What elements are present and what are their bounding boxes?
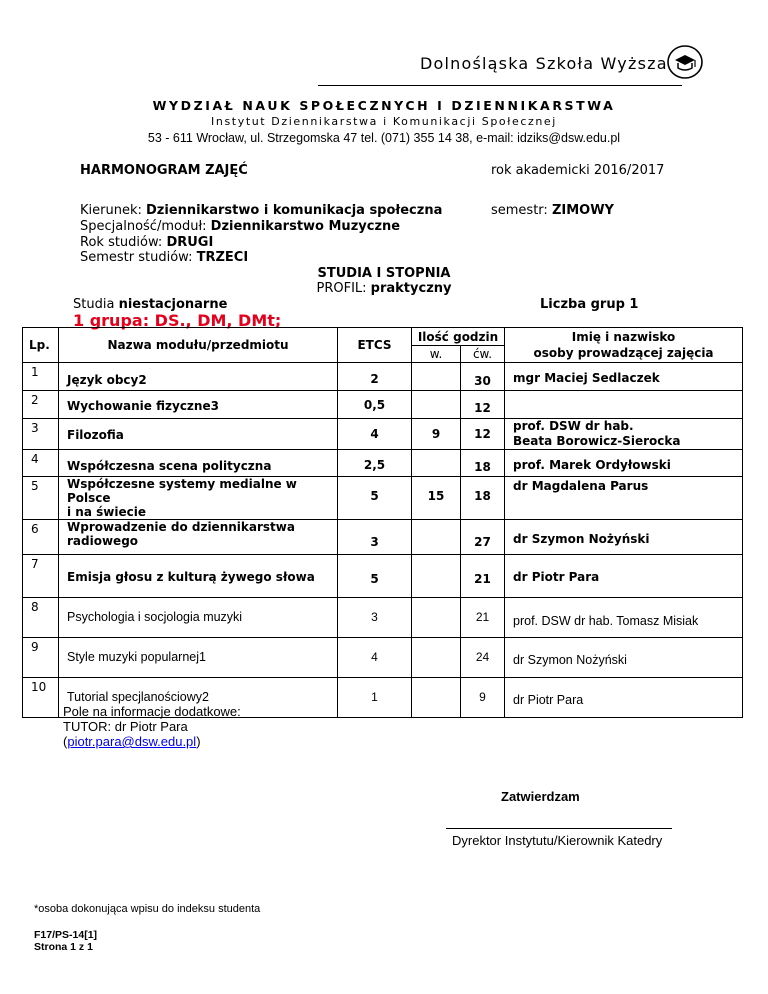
footnote: *osoba dokonująca wpisu do indeksu studenta — [34, 903, 261, 915]
row-module-name-line1: Wprowadzenie do dziennikarstwa — [67, 520, 295, 534]
table-row — [23, 555, 743, 598]
row-lp: 10 — [23, 678, 59, 718]
row-lp: 3 — [23, 419, 59, 450]
row-ects: 4 — [338, 419, 412, 450]
row-lp: 8 — [23, 598, 59, 638]
faculty-name: WYDZIAŁ NAUK SPOŁECZNYCH I DZIENNIKARSTWA — [152, 98, 616, 113]
header-module-name: Nazwa modułu/przedmiotu — [59, 328, 338, 363]
row-lp: 4 — [23, 450, 59, 477]
row-exercise-hours: 18 — [461, 450, 505, 477]
row-ects: 0,5 — [338, 391, 412, 419]
semestr-label: semestr: — [491, 203, 552, 218]
email-open-paren: ( — [63, 734, 68, 749]
row-ects: 2,5 — [338, 450, 412, 477]
row-module-name — [59, 477, 338, 520]
row-lecture-hours — [412, 678, 461, 718]
header-lp: Lp. — [23, 328, 59, 363]
row-person — [505, 419, 743, 450]
row-lp: 7 — [23, 555, 59, 598]
row-exercise-hours: 24 — [461, 638, 505, 678]
signature-line — [446, 828, 672, 829]
row-person: dr Piotr Para — [505, 555, 743, 598]
approve-label: Zatwierdzam — [501, 789, 580, 804]
semestr-value: ZIMOWY — [551, 203, 614, 218]
row-lecture-hours — [412, 638, 461, 678]
table-row — [23, 450, 743, 477]
header-person-line1: Imię i nazwisko — [571, 330, 676, 344]
header-ects: ETCS — [338, 328, 412, 363]
row-lecture-hours: 15 — [412, 477, 461, 520]
row-lecture-hours — [412, 450, 461, 477]
row-exercise-hours: 12 — [461, 419, 505, 450]
row-ects: 5 — [338, 477, 412, 520]
table-row — [23, 419, 743, 450]
row-person: dr Magdalena Parus — [505, 477, 743, 520]
row-module-name: Język obcy2 — [59, 363, 338, 391]
row-exercise-hours: 21 — [461, 555, 505, 598]
row-module-name-line2: i na świecie — [67, 505, 146, 519]
row-ects: 3 — [338, 598, 412, 638]
rok-line — [80, 235, 213, 250]
row-ects: 3 — [338, 520, 412, 555]
header-exercises: ćw. — [461, 346, 505, 363]
row-person — [505, 391, 743, 419]
row-lecture-hours: 9 — [412, 419, 461, 450]
row-lp: 2 — [23, 391, 59, 419]
row-module-name — [59, 520, 338, 555]
row-person-line1: prof. DSW dr hab. — [513, 419, 634, 433]
studia-label: Studia — [73, 297, 119, 312]
notes-email-line — [63, 734, 241, 749]
row-person: dr Szymon Nożyński — [505, 520, 743, 555]
row-ects: 5 — [338, 555, 412, 598]
semestr-studiow-line — [80, 250, 248, 265]
semestr-line — [491, 203, 614, 218]
notes-block — [63, 704, 241, 749]
header-hours: Ilość godzin — [412, 328, 505, 346]
row-module-name: Wychowanie fizyczne3 — [59, 391, 338, 419]
row-module-name: Współczesna scena polityczna — [59, 450, 338, 477]
row-exercise-hours: 9 — [461, 678, 505, 718]
schedule-table — [22, 327, 743, 718]
notes-label: Pole na informacje dodatkowe: — [63, 704, 241, 719]
table-row — [23, 363, 743, 391]
study-level: STUDIA I STOPNIA — [317, 266, 451, 281]
spec-label: Specjalność/moduł: — [80, 219, 211, 234]
form-code: F17/PS-14[1] — [34, 929, 98, 941]
row-module-name: Tutorial specjlanościowy2 — [59, 678, 338, 718]
spec-value: Dziennikarstwo Muzyczne — [210, 219, 401, 234]
row-exercise-hours: 27 — [461, 520, 505, 555]
row-lecture-hours — [412, 598, 461, 638]
email-close-paren: ) — [196, 734, 201, 749]
specjalnosc-line — [80, 219, 400, 234]
rok-label: Rok studiów: — [80, 235, 167, 250]
row-module-name-line2: radiowego — [67, 534, 139, 548]
kierunek-line — [80, 203, 442, 218]
group-line: 1 grupa: DS., DM, DMt; — [73, 311, 282, 330]
table-row — [23, 520, 743, 555]
row-module-name: Filozofia — [59, 419, 338, 450]
tutor-email-link[interactable]: piotr.para@dsw.edu.pl — [67, 734, 197, 749]
row-exercise-hours: 18 — [461, 477, 505, 520]
school-logo-icon — [666, 44, 704, 80]
header-person-line2: osoby prowadzącej zajęcia — [533, 346, 714, 360]
sem-studiow-label: Semestr studiów: — [80, 250, 197, 265]
row-lecture-hours — [412, 391, 461, 419]
row-exercise-hours: 12 — [461, 391, 505, 419]
row-person: mgr Maciej Sedlaczek — [505, 363, 743, 391]
row-lecture-hours — [412, 363, 461, 391]
header-lecture: w. — [412, 346, 461, 363]
row-ects: 1 — [338, 678, 412, 718]
row-lp: 9 — [23, 638, 59, 678]
profil-label: PROFIL: — [316, 281, 371, 296]
academic-year: rok akademicki 2016/2017 — [491, 163, 665, 178]
row-exercise-hours: 30 — [461, 363, 505, 391]
kierunek-value: Dziennikarstwo i komunikacja społeczna — [146, 203, 443, 218]
row-lecture-hours — [412, 520, 461, 555]
row-lp: 1 — [23, 363, 59, 391]
table-header-row — [23, 328, 743, 346]
signatory-role: Dyrektor Instytutu/Kierownik Katedry — [452, 833, 663, 848]
row-person: dr Piotr Para — [505, 678, 743, 718]
page-number: Strona 1 z 1 — [34, 941, 93, 953]
institute-address: 53 - 611 Wrocław, ul. Strzegomska 47 tel. (071) 355 14 38, e-mail: idziks@dsw.edu.pl — [147, 131, 621, 145]
notes-tutor: TUTOR: dr Piotr Para — [63, 719, 188, 734]
row-lp: 5 — [23, 477, 59, 520]
row-exercise-hours: 21 — [461, 598, 505, 638]
institute-name: Instytut Dziennikarstwa i Komunikacji Społecznej — [211, 115, 557, 128]
sem-studiow-value: TRZECI — [196, 250, 249, 265]
studia-line — [73, 297, 227, 312]
row-ects: 4 — [338, 638, 412, 678]
groups-count: Liczba grup 1 — [540, 297, 639, 312]
row-module-name: Style muzyki popularnej1 — [59, 638, 338, 678]
school-name: Dolnośląska Szkoła Wyższa — [420, 54, 668, 73]
kierunek-label: Kierunek: — [80, 203, 146, 218]
document-title: HARMONOGRAM ZAJĘĆ — [80, 163, 248, 178]
row-person: prof. DSW dr hab. Tomasz Misiak — [505, 598, 743, 638]
studia-value: niestacjonarne — [118, 297, 228, 312]
row-lp: 6 — [23, 520, 59, 555]
table-row — [23, 391, 743, 419]
row-module-name: Emisja głosu z kulturą żywego słowa — [59, 555, 338, 598]
row-module-name: Psychologia i socjologia muzyki — [59, 598, 338, 638]
table-row — [23, 638, 743, 678]
row-lecture-hours — [412, 555, 461, 598]
row-ects: 2 — [338, 363, 412, 391]
row-person-line2: Beata Borowicz-Sierocka — [513, 434, 681, 448]
header-rule — [318, 85, 682, 86]
profil-value: praktyczny — [370, 281, 452, 296]
table-row — [23, 598, 743, 638]
rok-value: DRUGI — [166, 235, 214, 250]
row-person: dr Szymon Nożyński — [505, 638, 743, 678]
profil-line — [0, 281, 768, 296]
header-person — [505, 328, 743, 363]
table-row — [23, 477, 743, 520]
row-module-name-line1: Współczesne systemy medialne w Polsce — [67, 477, 297, 505]
row-person: prof. Marek Ordyłowski — [505, 450, 743, 477]
